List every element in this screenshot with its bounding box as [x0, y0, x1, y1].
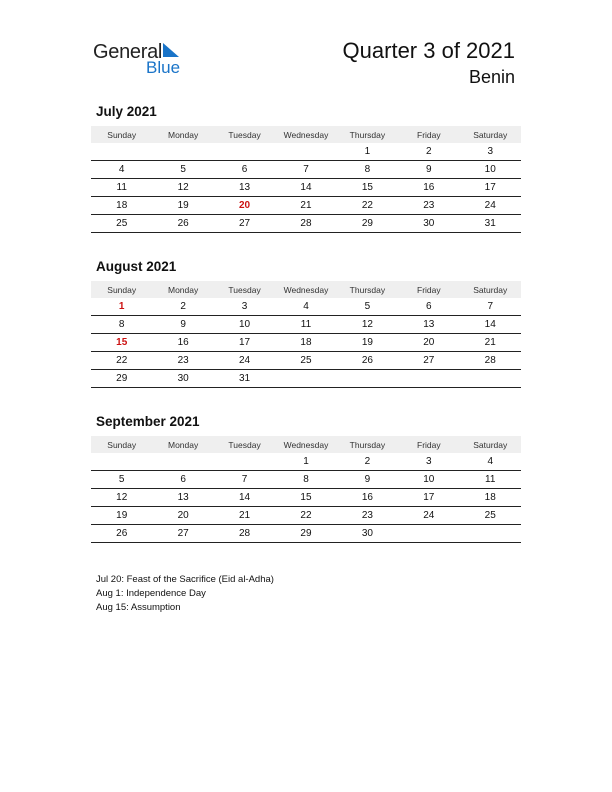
day-cell: 3 [241, 301, 248, 312]
week-row [91, 143, 521, 161]
holiday-day-cell: 15 [116, 337, 128, 348]
day-cell: 29 [116, 373, 128, 384]
weekday-label: Tuesday [228, 439, 261, 450]
week-row [91, 453, 521, 471]
weekday-label: Friday [417, 284, 441, 295]
day-cell: 14 [300, 182, 312, 193]
day-cell: 30 [177, 373, 189, 384]
day-cell: 28 [300, 218, 312, 229]
weekday-label: Saturday [473, 129, 508, 140]
week-row [91, 316, 521, 334]
day-cell: 25 [116, 218, 128, 229]
week-row [91, 352, 521, 370]
week-row [91, 215, 521, 233]
weekday-label: Monday [168, 439, 199, 450]
day-cell: 23 [361, 510, 373, 521]
day-cell: 25 [484, 510, 496, 521]
weekday-label: Thursday [349, 129, 386, 140]
week-row [91, 471, 521, 489]
weekday-label: Sunday [107, 129, 137, 140]
day-cell: 12 [116, 492, 128, 503]
month-calendar-september [91, 414, 521, 543]
day-cell: 16 [177, 337, 189, 348]
day-cell: 7 [241, 474, 248, 485]
weekday-label: Thursday [349, 284, 386, 295]
day-cell: 20 [177, 510, 189, 521]
day-cell: 16 [361, 492, 373, 503]
week-row [91, 179, 521, 197]
week-row [91, 507, 521, 525]
day-cell: 2 [364, 456, 371, 467]
day-cell: 24 [484, 200, 496, 211]
month-calendar-july [91, 104, 521, 233]
day-cell: 10 [484, 164, 496, 175]
day-cell: 18 [300, 337, 312, 348]
day-cell: 5 [180, 164, 186, 175]
weekday-header-row [91, 436, 521, 453]
month-title: September 2021 [96, 414, 200, 429]
weekday-label: Thursday [349, 439, 386, 450]
day-cell: 19 [361, 337, 373, 348]
day-cell: 9 [364, 474, 371, 485]
week-row [91, 197, 521, 215]
country-name: Benin [468, 67, 515, 87]
day-cell: 15 [300, 492, 312, 503]
day-cell: 31 [238, 373, 251, 384]
weekday-label: Wednesday [283, 129, 329, 140]
day-cell: 4 [487, 456, 494, 467]
weekday-header-row [91, 281, 521, 298]
week-row [91, 489, 521, 507]
weekday-label: Saturday [473, 439, 508, 450]
week-row [91, 161, 521, 179]
day-cell: 13 [177, 492, 189, 503]
logo-triangle-icon [161, 43, 181, 59]
day-cell: 25 [300, 355, 312, 366]
day-cell: 11 [116, 182, 127, 193]
weekday-label: Sunday [107, 284, 137, 295]
day-cell: 2 [426, 146, 432, 157]
weekday-label: Friday [417, 439, 441, 450]
day-cell: 6 [180, 474, 186, 485]
weekday-label: Saturday [473, 284, 508, 295]
day-cell: 28 [484, 355, 496, 366]
day-cell: 20 [423, 337, 435, 348]
day-cell: 3 [487, 146, 494, 157]
day-cell: 17 [238, 337, 251, 348]
day-cell: 26 [116, 528, 128, 539]
weekday-label: Friday [417, 129, 441, 140]
day-cell: 5 [118, 474, 125, 485]
day-cell: 12 [361, 319, 373, 330]
day-cell: 3 [426, 456, 432, 467]
day-cell: 7 [303, 164, 309, 175]
day-cell: 26 [361, 355, 373, 366]
day-cell: 24 [238, 355, 251, 366]
holiday-note: Aug 15: Assumption [96, 602, 181, 613]
day-cell: 18 [116, 200, 128, 211]
day-cell: 17 [423, 492, 435, 503]
weekday-label: Tuesday [228, 129, 261, 140]
day-cell: 21 [484, 337, 496, 348]
day-cell: 10 [423, 474, 435, 485]
day-cell: 16 [423, 182, 435, 193]
weekday-label: Tuesday [228, 284, 261, 295]
logo [93, 40, 193, 80]
day-cell: 15 [361, 182, 373, 193]
day-cell: 4 [118, 164, 125, 175]
day-cell: 6 [426, 301, 432, 312]
day-cell: 5 [364, 301, 371, 312]
holiday-day-cell: 1 [118, 301, 125, 312]
day-cell: 8 [303, 474, 309, 485]
weekday-header-row [91, 126, 521, 143]
day-cell: 31 [484, 218, 496, 229]
day-cell: 12 [177, 182, 189, 193]
holiday-notes [96, 573, 274, 615]
holiday-note: Jul 20: Feast of the Sacrifice (Eid al-Adha) [96, 574, 274, 585]
day-cell: 8 [364, 164, 371, 175]
holiday-day-cell: 20 [238, 200, 251, 211]
day-cell: 26 [177, 218, 189, 229]
day-cell: 1 [364, 146, 371, 157]
day-cell: 23 [177, 355, 189, 366]
day-cell: 22 [361, 200, 373, 211]
quarter-title: Quarter 3 of 2021 [342, 38, 515, 63]
logo-blue-text: Blue [146, 58, 181, 77]
weekday-label: Sunday [107, 439, 137, 450]
day-cell: 17 [484, 182, 496, 193]
weekday-label: Wednesday [283, 439, 329, 450]
day-cell: 11 [300, 319, 312, 330]
day-cell: 2 [180, 301, 186, 312]
day-cell: 14 [238, 492, 251, 503]
day-cell: 10 [238, 319, 251, 330]
day-cell: 27 [238, 218, 251, 229]
month-calendar-august [91, 259, 521, 388]
month-title: August 2021 [96, 259, 177, 274]
day-cell: 24 [423, 510, 435, 521]
day-cell: 9 [180, 319, 186, 330]
day-cell: 22 [116, 355, 128, 366]
day-cell: 7 [487, 301, 494, 312]
day-cell: 19 [177, 200, 189, 211]
logo-general-text: General [93, 41, 163, 63]
day-cell: 19 [116, 510, 128, 521]
day-cell: 8 [118, 319, 125, 330]
day-cell: 21 [238, 510, 251, 521]
day-cell: 13 [238, 182, 251, 193]
day-cell: 30 [423, 218, 435, 229]
week-row [91, 334, 521, 352]
day-cell: 23 [423, 200, 435, 211]
weekday-label: Monday [168, 284, 199, 295]
day-cell: 6 [241, 164, 248, 175]
weekday-label: Monday [168, 129, 199, 140]
day-cell: 13 [423, 319, 435, 330]
day-cell: 11 [485, 474, 496, 485]
day-cell: 4 [303, 301, 309, 312]
holiday-note: Aug 1: Independence Day [96, 588, 206, 599]
day-cell: 28 [238, 528, 251, 539]
weekday-label: Wednesday [283, 284, 329, 295]
week-row [91, 370, 521, 388]
day-cell: 1 [303, 456, 309, 467]
day-cell: 21 [300, 200, 312, 211]
day-cell: 18 [484, 492, 496, 503]
day-cell: 22 [300, 510, 312, 521]
week-row [91, 298, 521, 316]
day-cell: 14 [484, 319, 496, 330]
week-row [91, 525, 521, 543]
month-title: July 2021 [96, 104, 157, 119]
day-cell: 30 [361, 528, 373, 539]
day-cell: 9 [426, 164, 432, 175]
day-cell: 29 [300, 528, 312, 539]
day-cell: 27 [177, 528, 189, 539]
day-cell: 27 [423, 355, 435, 366]
day-cell: 29 [361, 218, 373, 229]
